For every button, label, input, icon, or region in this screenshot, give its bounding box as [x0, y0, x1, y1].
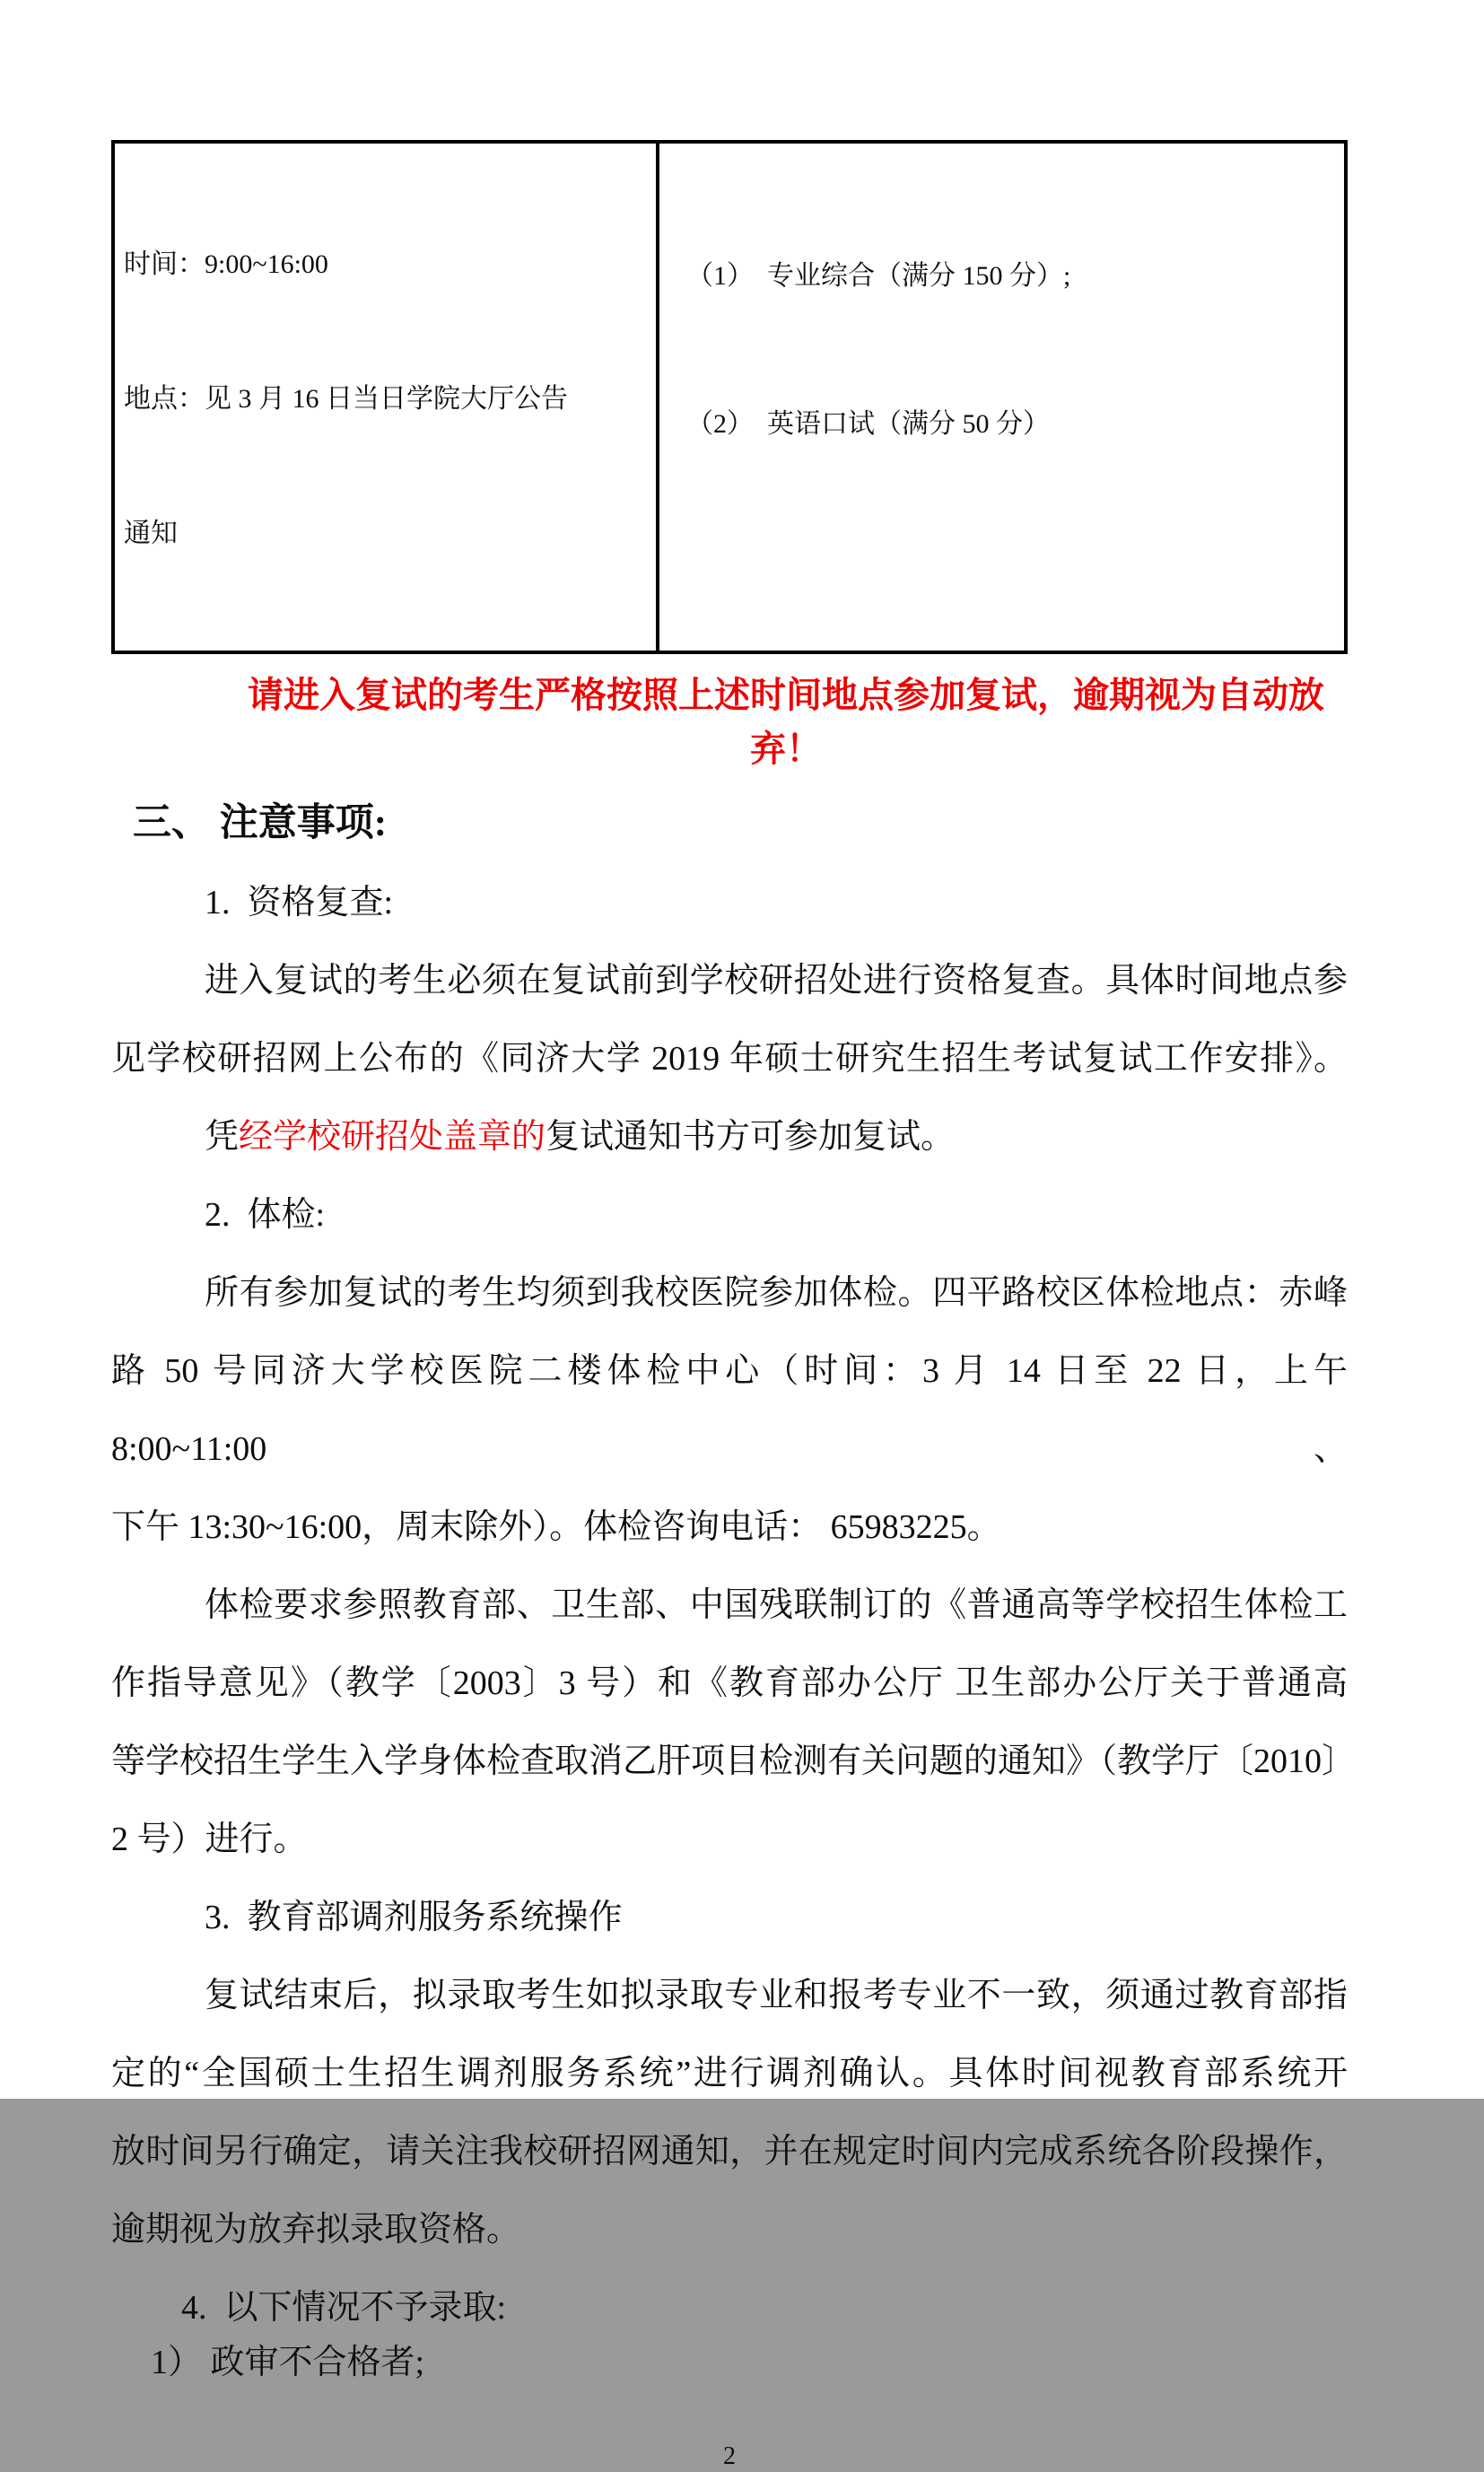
body-segment: 凭	[205, 1118, 240, 1156]
table-line-location: 地点：见 3 月 16 日当日学院大厅公告	[124, 384, 568, 414]
body-line-item-1: 1. 资格复查:	[205, 884, 394, 922]
body-line: 复试结束后，拟录取考生如拟录取专业和报考专业不一致，须通过教育部指	[205, 1977, 1348, 2014]
table-line-subject-2: （2） 英语口试（满分 50 分）	[686, 409, 1050, 439]
table-line-time: 时间：9:00~16:00	[124, 249, 328, 279]
body-line: 进入复试的考生必须在复试前到学校研招处进行资格复查。具体时间地点参	[205, 962, 1348, 1000]
body-line: 放时间另行确定，请关注我校研招网通知，并在规定时间内完成系统各阶段操作，	[111, 2133, 1348, 2171]
table-line-subject-1: （1） 专业综合（满分 150 分）;	[686, 261, 1071, 291]
table-line-location-wrap: 通知	[124, 519, 178, 548]
body-line: 2 号）进行。	[111, 1821, 308, 1858]
body-line: 见学校研招网上公布的《同济大学 2019 年硕士研究生招生考试复试工作安排》。	[111, 1040, 1348, 1078]
body-line-with-red-phrase	[111, 1098, 1348, 1176]
body-segment: 复试通知书方可参加复试。	[546, 1118, 956, 1156]
body-line: 所有参加复试的考生均须到我校医院参加体检。四平路校区体检地点：赤峰	[205, 1274, 1348, 1312]
body-line: 下午 13:30~16:00，周末除外）。体检咨询电话： 65983225。	[111, 1508, 1001, 1546]
schedule-table	[111, 140, 1348, 654]
body-segment-red: 经学校研招处盖章的	[239, 1118, 546, 1156]
body-line: 定的“全国硕士生招生调剂服务系统”进行调剂确认。具体时间视教育部系统开	[111, 2055, 1348, 2092]
body-line: 路 50 号同济大学校医院二楼体检中心（时间：3 月 14 日至 22 日，上午 8:00~11:00、	[111, 1352, 1357, 1468]
page-number: 2	[723, 2442, 736, 2470]
body-text	[111, 864, 1357, 2402]
table-cell-subjects	[659, 144, 1344, 651]
body-line-item-4: 4. 以下情况不予录取:	[181, 2289, 507, 2327]
body-line-item-3: 3. 教育部调剂服务系统操作	[205, 1899, 623, 1936]
body-line-subitem-1: 1） 政审不合格者;	[151, 2344, 425, 2381]
document-content	[111, 140, 1357, 2472]
body-line: 体检要求参照教育部、卫生部、中国残联制订的《普通高等学校招生体检工	[205, 1586, 1348, 1624]
section-heading: 三、 注意事项:	[133, 802, 388, 844]
body-line: 逾期视为放弃拟录取资格。	[111, 2211, 521, 2249]
warning-text: 请进入复试的考生严格按照上述时间地点参加复试，逾期视为自动放弃！	[248, 675, 1324, 769]
table-cell-time-location	[115, 144, 659, 651]
body-line: 等学校招生学生入学身体检查取消乙肝项目检测有关问题的通知》（教学厅〔2010〕	[111, 1743, 1357, 1780]
body-line: 作指导意见》（教学〔2003〕3 号）和《教育部办公厅 卫生部办公厅关于普通高	[111, 1664, 1348, 1702]
body-line-item-2: 2. 体检:	[205, 1196, 326, 1234]
